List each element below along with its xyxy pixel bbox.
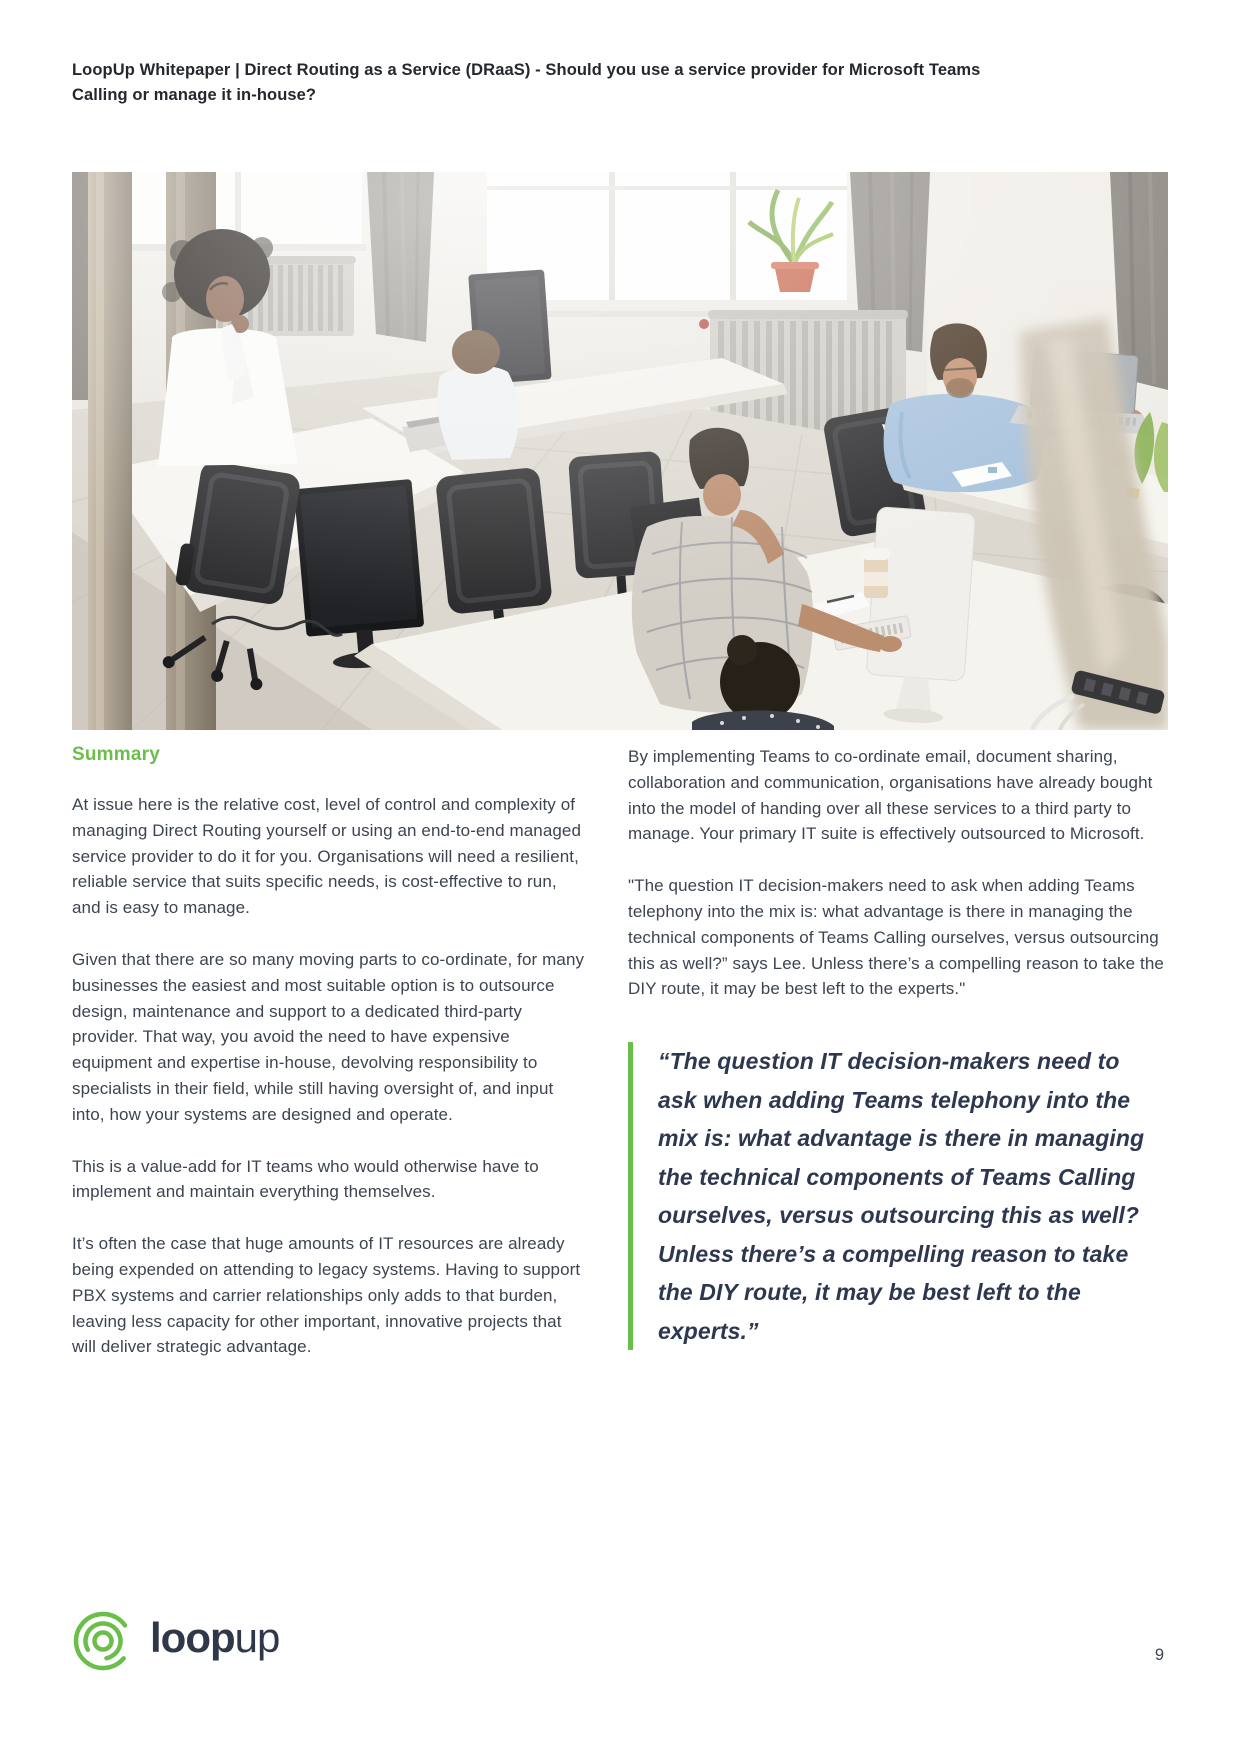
content-columns — [72, 744, 1168, 1360]
loopup-logo — [70, 1608, 279, 1674]
summary-heading: Summary — [72, 744, 160, 765]
summary-paragraph: It’s often the case that huge amounts of IT resources are already being expended on attending to legacy systems. Having to support PBX systems and carrier relationships only adds to that burden, leaving less capacity for other important, innovative projects that will deliver strategic advantage. — [72, 1234, 581, 1357]
loopup-logo-icon — [70, 1608, 136, 1674]
left-column — [72, 744, 590, 1360]
right-column — [628, 744, 1168, 1360]
document-header: LoopUp Whitepaper | Direct Routing as a Service (DRaaS) - Should you use a service provider for Microsoft Teams Calling or manage it in-house? — [72, 61, 981, 104]
summary-paragraph: Given that there are so many moving parts to co-ordinate, for many businesses the easiest and most suitable option is to outsource design, maintenance and support to a dedicated third-party provider. That way, you avoid the need to have expensive equipment and expertise in-house, devolving responsibility to specialists in their field, while still having oversight of, and input into, how your systems are designed and operate. — [72, 949, 585, 1124]
summary-paragraph: This is a value-add for IT teams who would otherwise have to implement and maintain everything themselves. — [72, 1156, 539, 1202]
summary-paragraph: At issue here is the relative cost, level of control and complexity of managing Direct Routing yourself or using an end-to-end managed service provider to do it for you. Organisations will need a resilient, reliable service that suits specific needs, is cost-effective to run, and is easy to manage. — [72, 795, 582, 918]
pull-quote: “The question IT decision-makers need to ask when adding Teams telephony into the mix is: what advantage is there in managing the technical components of Teams Calling ourselves, versus outsourcing this as well? Unless there’s a compelling reason to take the DIY route, it may be best left to the experts.” — [628, 1042, 1158, 1350]
body-paragraph: By implementing Teams to co-ordinate email, document sharing, collaboration and communication, organisations have already bought into the model of handing over all these services to a third party to manage. Your primary IT suite is effectively outsourced to Microsoft. — [628, 747, 1153, 844]
page-number: 9 — [1154, 1646, 1164, 1664]
logo-text-loop: loop — [150, 1614, 235, 1661]
body-paragraph: "The question IT decision-makers need to ask when adding Teams telephony into the mix is: what advantage is there in managing the technical components of Teams Calling ourselves, versus outsourcing this as well?” says Lee. Unless there’s a compelling reason to take the DIY route, it may be best left to the experts." — [628, 876, 1164, 999]
loopup-wordmark — [150, 1614, 280, 1665]
logo-text-up: up — [234, 1614, 280, 1661]
office-photo-illustration — [72, 172, 1168, 730]
office-photo — [72, 172, 1168, 730]
